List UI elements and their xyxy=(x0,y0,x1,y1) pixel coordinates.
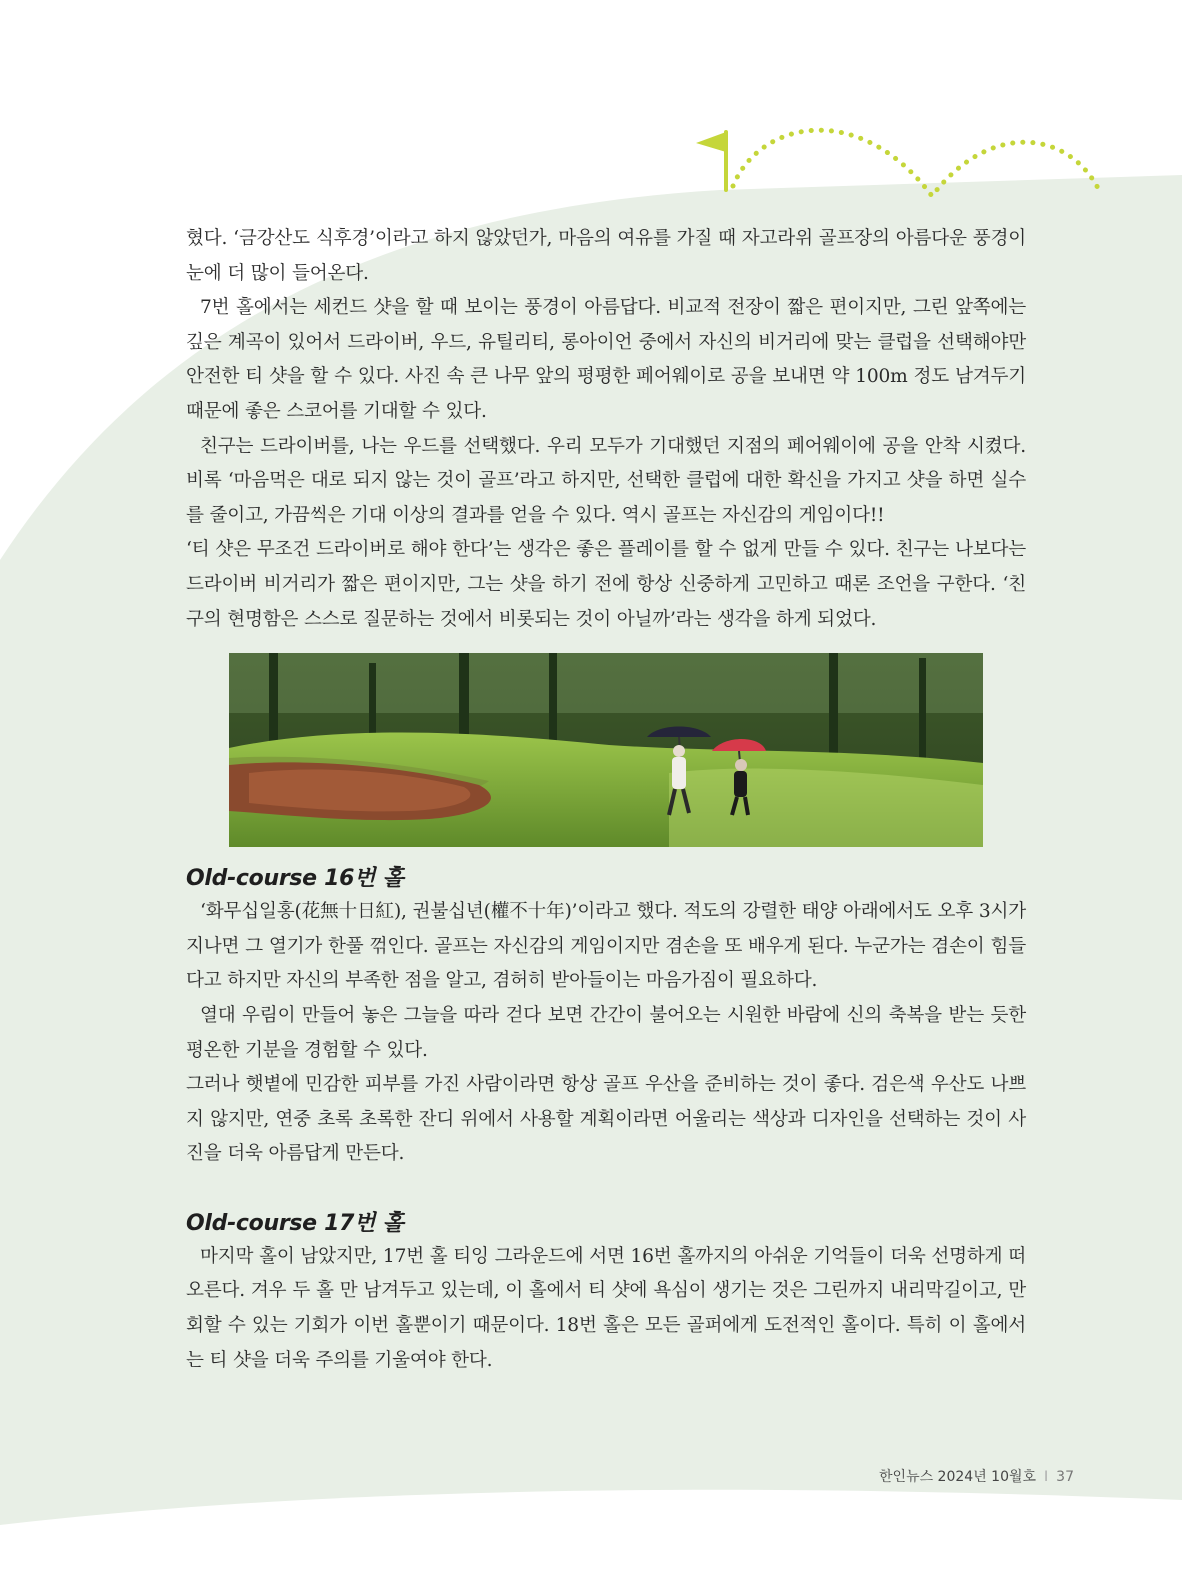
body-paragraph-3: 친구는 드라이버를, 나는 우드를 선택했다. 우리 모두가 기대했던 지점의 페어웨이에 공을 안착 시켰다. 비록 ‘마음먹은 대로 되지 않는 것이 골프’라고 하지만, 선택한 클럽에 대한 확신을 가지고 샷을 하면 실수를 줄이고, 가끔씩은 기대 이상의 결과를 얻을 수 있다. 역시 골프는 자신감의 게임이다!! xyxy=(186,435,1026,526)
body-paragraph-2: 7번 홀에서는 세컨드 샷을 할 때 보이는 풍경이 아름답다. 비교적 전장이 짧은 편이지만, 그린 앞쪽에는 깊은 계곡이 있어서 드라이버, 우드, 유틸리티, 롱아이언 중에서 자신의 비거리에 맞는 클럽을 선택해야만 안전한 티 샷을 할 수 있다. 사진 속 큰 나무 앞의 평평한 페어웨이로 공을 보내면 약 100m 정도 남겨두기 때문에 좋은 스코어를 기대할 수 있다. xyxy=(186,297,1026,422)
footer-separator: I xyxy=(1044,1469,1049,1485)
section-16-paragraph-3: 그러나 햇볕에 민감한 피부를 가진 사람이라면 항상 골프 우산을 준비하는 것이 좋다. 검은색 우산도 나쁘지 않지만, 연중 초록 초록한 잔디 위에서 사용할 계획이라면 어울리는 색상과 디자인을 선택하는 것이 사진을 더욱 아름답게 만든다. xyxy=(186,1074,1026,1165)
publication-name: 한인뉴스 2024년 10월호 xyxy=(879,1469,1037,1485)
section-16-paragraph-2: 열대 우림이 만들어 놓은 그늘을 따라 걷다 보면 간간이 불어오는 시원한 바람에 신의 축복을 받는 듯한 평온한 기분을 경험할 수 있다. xyxy=(186,1004,1026,1061)
page-footer xyxy=(879,1466,1074,1486)
article-body xyxy=(186,222,1026,1378)
section-16-paragraph-1: ‘화무십일홍(花無十日紅), 권불십년(權不十年)’이라고 했다. 적도의 강렬한 태양 아래에서도 오후 3시가 지나면 그 열기가 한풀 꺾인다. 골프는 자신감의 게임이지만 겸손을 또 배우게 된다. 누군가는 겸손이 힘들다고 하지만 자신의 부족한 점을 알고, 겸허히 받아들이는 마음가짐이 필요하다. xyxy=(186,901,1026,992)
page-number: 37 xyxy=(1056,1469,1074,1485)
body-paragraph-4: ‘티 샷은 무조건 드라이버로 해야 한다’는 생각은 좋은 플레이를 할 수 없게 만들 수 있다. 친구는 나보다는 드라이버 비거리가 짧은 편이지만, 그는 샷을 하기 전에 항상 신중하게 고민하고 때론 조언을 구한다. ‘친구의 현명함은 스스로 질문하는 것에서 비롯되는 것이 아닐까’라는 생각을 하게 되었다. xyxy=(186,539,1026,630)
section-title-17: Old-course 17번 홀 xyxy=(186,1210,404,1236)
golf-course-photo xyxy=(229,653,983,847)
body-paragraph-1: 혔다. ‘금강산도 식후경’이라고 하지 않았던가, 마음의 여유를 가질 때 자고라위 골프장의 아름다운 풍경이 눈에 더 많이 들어온다. xyxy=(186,228,1026,284)
section-title-16: Old-course 16번 홀 xyxy=(186,866,404,892)
golf-flag-icon xyxy=(696,132,726,190)
section-17-paragraph-1: 마지막 홀이 남았지만, 17번 홀 티잉 그라운드에 서면 16번 홀까지의 아쉬운 기억들이 더욱 선명하게 떠오른다. 겨우 두 홀 만 남겨두고 있는데, 이 홀에서 티 샷에 욕심이 생기는 것은 그린까지 내리막길이고, 만회할 수 있는 기회가 이번 홀뿐이기 때문이다. 18번 홀은 모든 골퍼에게 도전적인 홀이다. 특히 이 홀에서는 티 샷을 더욱 주의를 기울여야 한다. xyxy=(186,1245,1026,1371)
